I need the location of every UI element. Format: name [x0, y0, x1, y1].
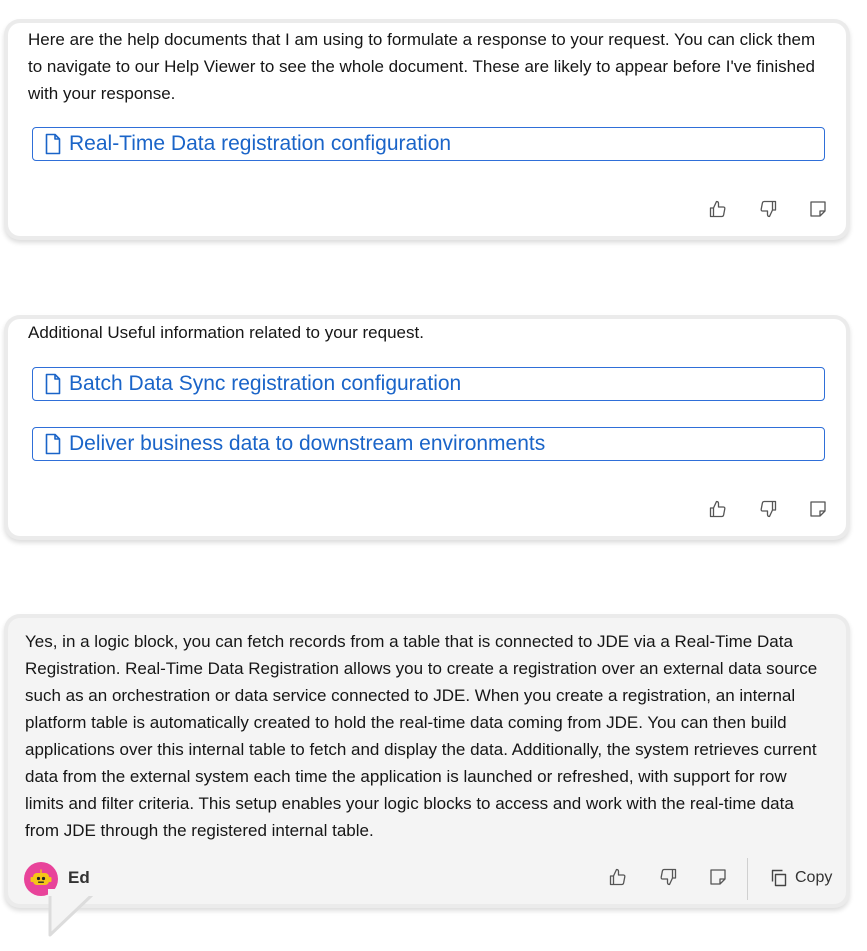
- additional-info-card: [8, 319, 846, 536]
- thumbs-up-button[interactable]: [706, 197, 730, 221]
- note-button[interactable]: [806, 197, 830, 221]
- thumbs-up-button[interactable]: [706, 497, 730, 521]
- copy-button[interactable]: [770, 869, 832, 887]
- thumbs-down-button[interactable]: [756, 197, 780, 221]
- actions-divider: [747, 858, 748, 900]
- doc-link-label: Real-Time Data registration configuration: [69, 132, 452, 155]
- help-docs-intro: Here are the help documents that I am using to formulate a response to your request. You can click them to navigate to our Help Viewer to see the whole document. These are likely to appear before I've finished with your response.: [28, 30, 816, 103]
- feedback-actions: [606, 865, 730, 889]
- answer-text: Yes, in a logic block, you can fetch records from a table that is connected to JDE via a Real-Time Data Registration. Real-Time Data Registration allows you to create a registration over an external data source such as an orchestration or data service connected to JDE. When you create a registration, an internal platform table is automatically created to hold the real-time data coming from JDE. You can then build applications over this internal table to fetch and display the data. Additionally, the system retrieves current data from the external system each time the application is launched or refreshed, with support for row limits and filter criteria. This setup enables your logic blocks to access and work with the real-time data from JDE through the registered internal table.: [25, 632, 818, 840]
- document-icon: [45, 133, 61, 155]
- thumbs-down-button[interactable]: [656, 865, 680, 889]
- thumbs-up-icon: [609, 868, 627, 886]
- note-button[interactable]: [806, 497, 830, 521]
- assistant-name: Ed: [68, 868, 90, 887]
- doc-link-label: Batch Data Sync registration configuration: [69, 372, 462, 395]
- additional-info-intro: Additional Useful information related to your request.: [28, 323, 424, 342]
- copy-label: Copy: [795, 869, 833, 886]
- note-button[interactable]: [706, 865, 730, 889]
- thumbs-down-icon: [759, 500, 777, 518]
- thumbs-down-icon: [659, 868, 677, 886]
- answer-card: [8, 618, 846, 904]
- note-icon: [709, 868, 727, 886]
- feedback-actions: [706, 497, 830, 521]
- doc-link-label: Deliver business data to downstream environments: [69, 432, 546, 455]
- doc-link-batch-data-sync[interactable]: [32, 367, 825, 401]
- thumbs-up-icon: [709, 200, 727, 218]
- bubble-tail-icon: [40, 889, 96, 939]
- thumbs-up-button[interactable]: [606, 865, 630, 889]
- thumbs-down-icon: [759, 200, 777, 218]
- robot-avatar-icon: [29, 867, 53, 891]
- document-icon: [45, 433, 61, 455]
- feedback-actions: [706, 197, 830, 221]
- thumbs-down-button[interactable]: [756, 497, 780, 521]
- copy-icon: [770, 869, 788, 887]
- help-docs-card: [8, 23, 846, 236]
- doc-link-deliver-business-data[interactable]: [32, 427, 825, 461]
- thumbs-up-icon: [709, 500, 727, 518]
- document-icon: [45, 373, 61, 395]
- doc-link-real-time-data[interactable]: [32, 127, 825, 161]
- note-icon: [809, 500, 827, 518]
- note-icon: [809, 200, 827, 218]
